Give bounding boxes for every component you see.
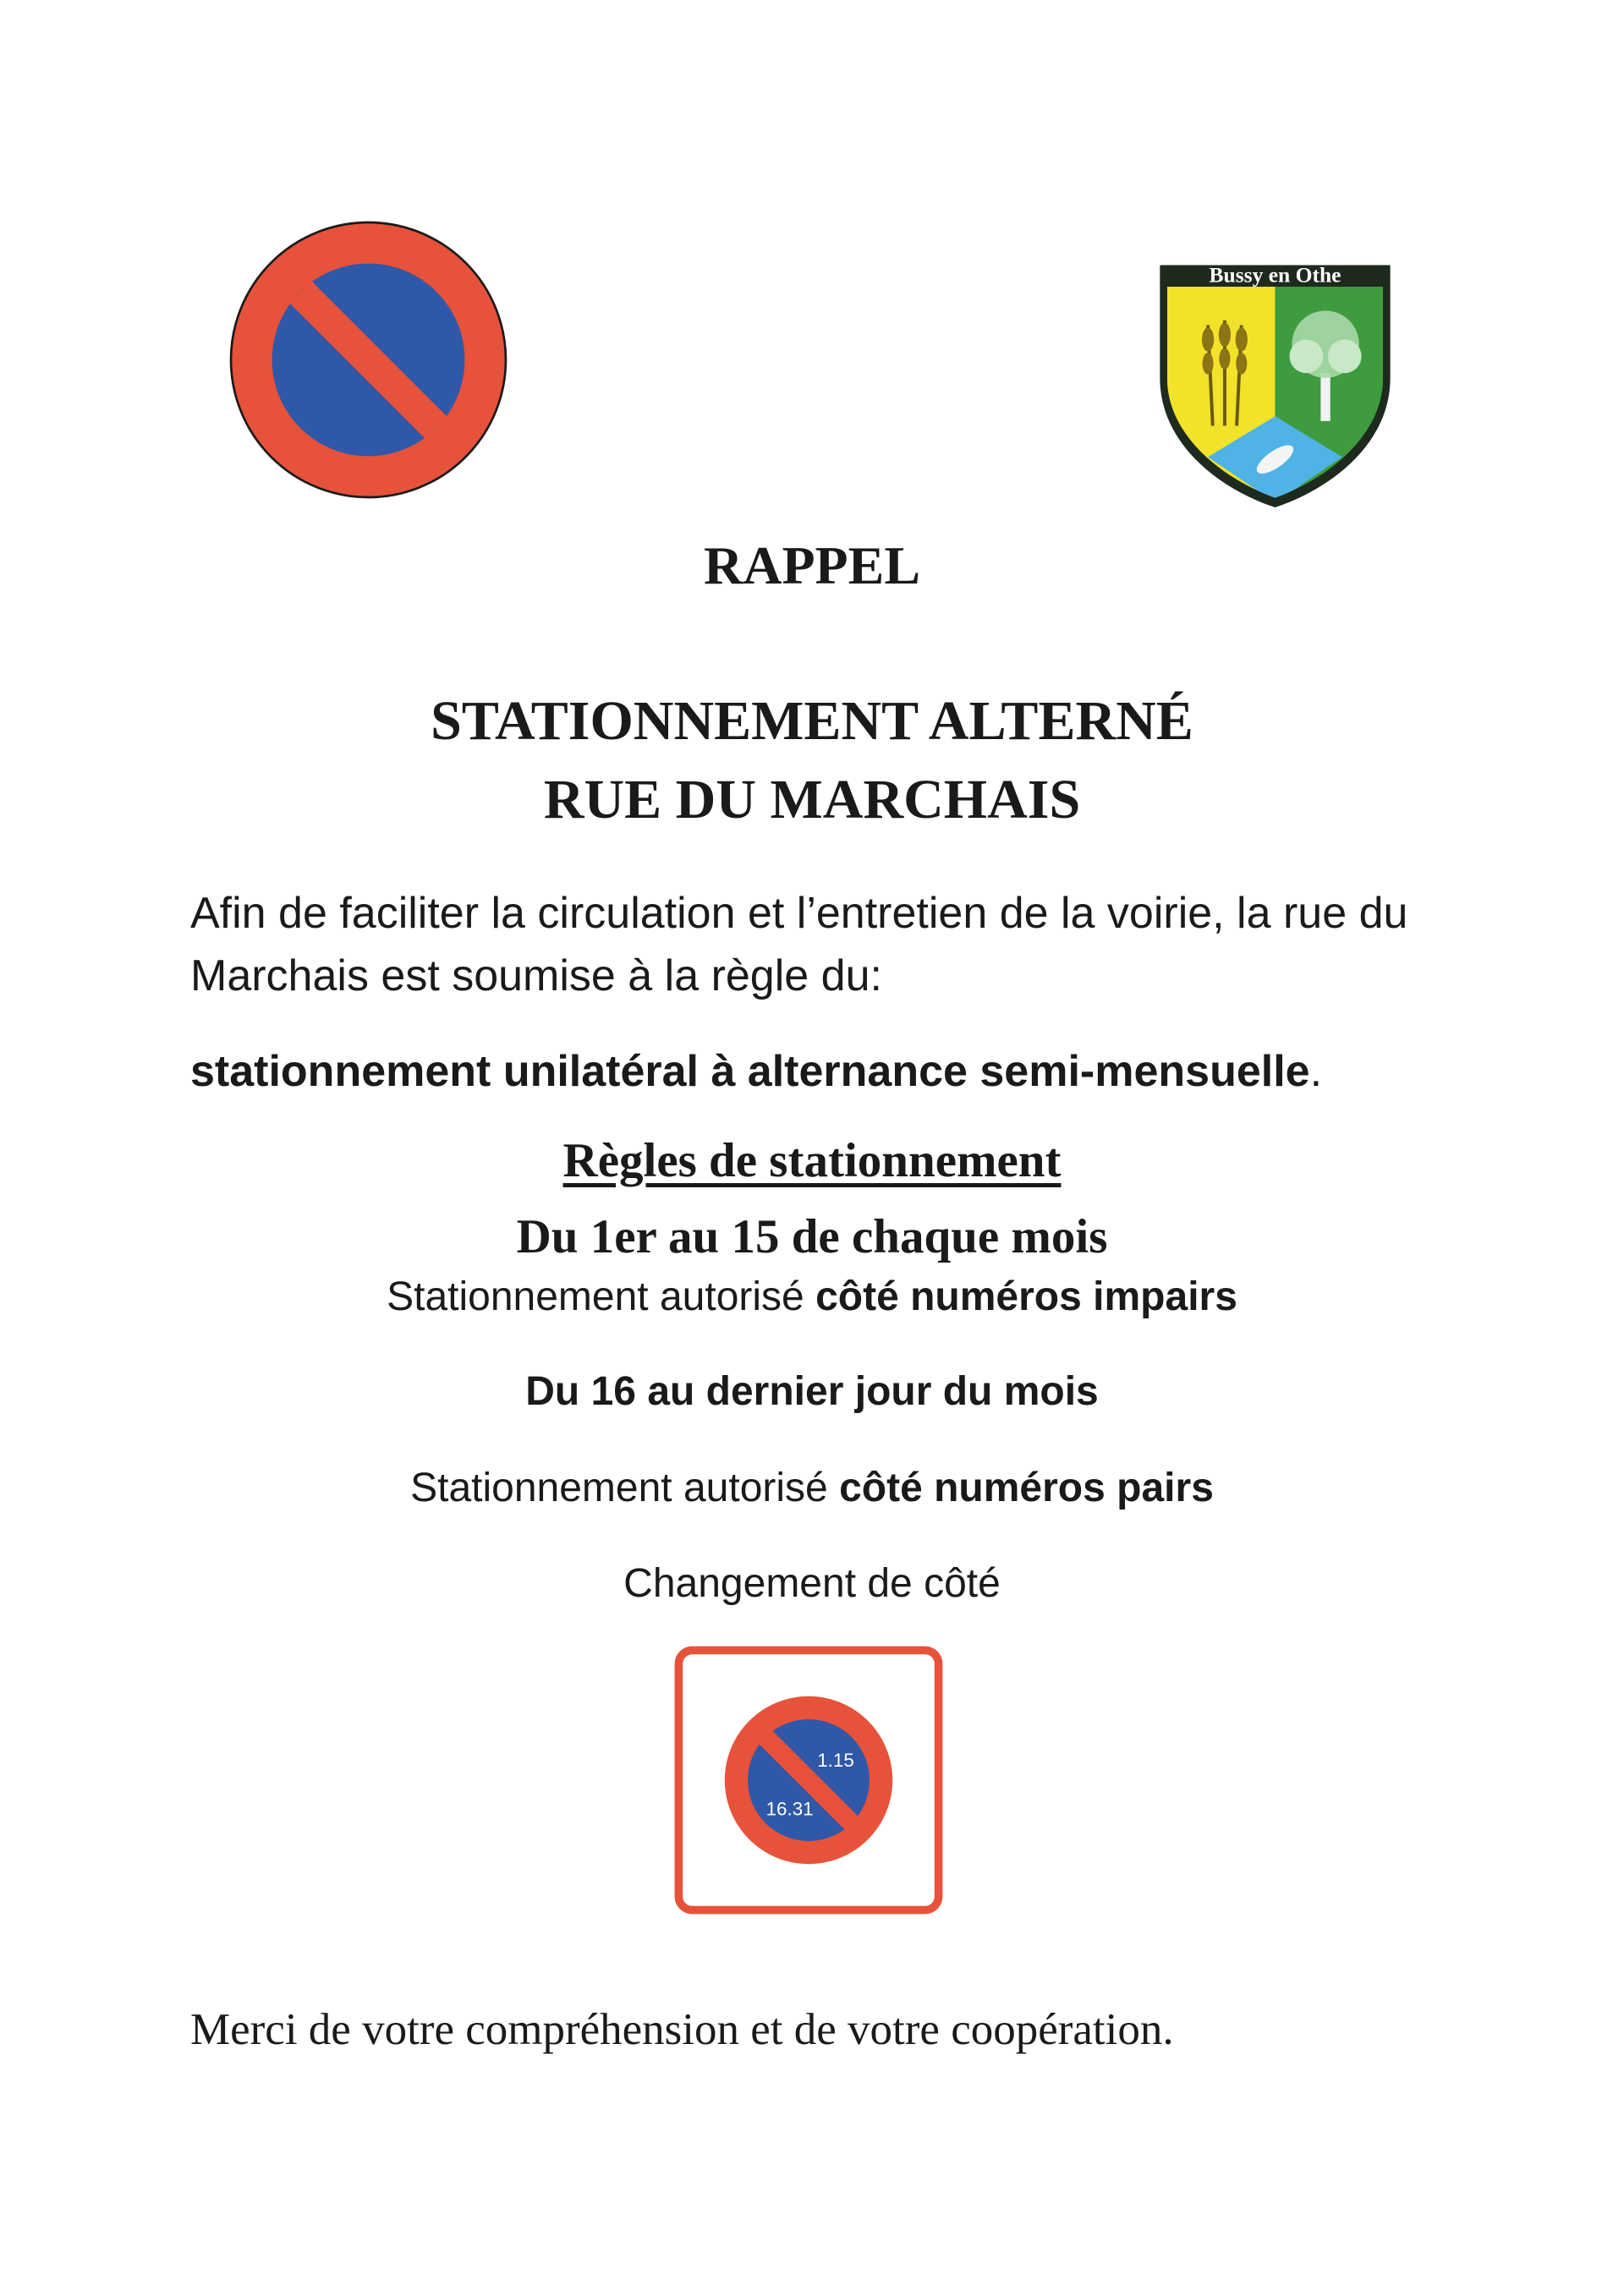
- rule-name-suffix: .: [1309, 1047, 1323, 1096]
- period1-text-prefix: Stationnement autorisé: [387, 1274, 816, 1319]
- period2-title: Du 16 au dernier jour du mois: [525, 1369, 1099, 1414]
- period1-title: Du 1er au 15 de chaque mois: [516, 1210, 1108, 1263]
- crest-text: Bussy en Othe: [1209, 262, 1341, 288]
- period2-text-side: côté numéros pairs: [839, 1466, 1214, 1510]
- alternate-parking-zone-sign-icon: [673, 1645, 944, 1915]
- notice-heading-line1: STATIONNEMENT ALTERNÉ: [431, 690, 1193, 752]
- sign-label-top: 1.15: [817, 1750, 854, 1771]
- closing-text: Merci de votre compréhension et de votre coopération.: [190, 2005, 1174, 2054]
- period2-text: [0, 1465, 1624, 1511]
- intro-paragraph: Afin de faciliter la circulation et l’entretien de la voirie, la rue du Marchais est soumise à la règle du:: [190, 889, 1408, 1000]
- sign-label-bottom: 16.31: [765, 1798, 814, 1820]
- municipal-coat-of-arms-icon: [1155, 258, 1396, 507]
- rule-name-text: stationnement unilatéral à alternance semi-mensuelle: [190, 1047, 1310, 1096]
- rules-heading: Règles de stationnement: [562, 1134, 1062, 1187]
- rule-name: [190, 1040, 1510, 1103]
- notice-title: RAPPEL: [704, 535, 920, 595]
- change-side-text: Changement de côté: [623, 1561, 1001, 1606]
- notice-heading-line2: RUE DU MARCHAIS: [543, 769, 1081, 830]
- period1-text-side: côté numéros impairs: [815, 1274, 1237, 1319]
- period2-text-prefix: Stationnement autorisé: [410, 1466, 840, 1510]
- period1-text: [0, 1274, 1624, 1320]
- no-parking-sign-icon: [227, 218, 510, 501]
